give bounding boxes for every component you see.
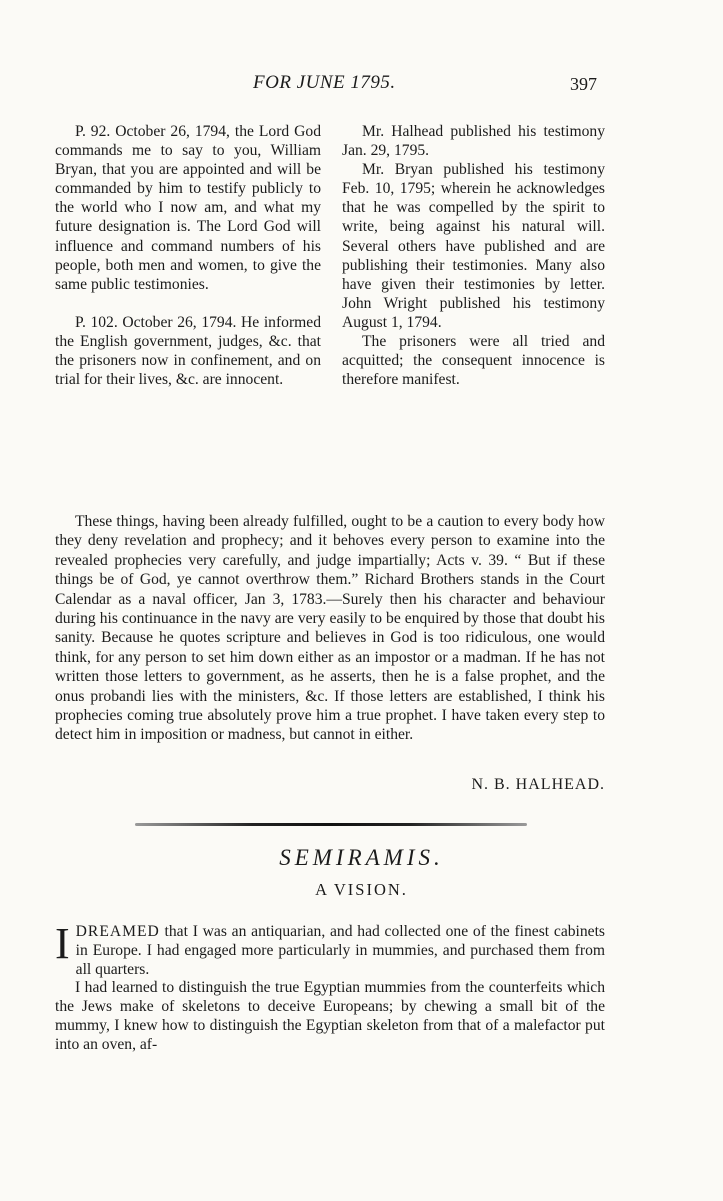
signature: N. B. HALHEAD.	[471, 776, 605, 793]
article-body	[55, 919, 605, 1055]
right-paragraph-1: Mr. Halhead published his testimony Jan. 29, 1795.	[342, 123, 605, 160]
right-paragraph-3: The prisoners were all tried and acquitted; the consequent innocence is therefore manifest.	[342, 333, 605, 389]
left-column	[55, 122, 321, 408]
left-paragraph-1: P. 92. October 26, 1794, the Lord God commands me to say to you, William Bryan, that you are appointed and will be commanded by him to testify publicly to the world who I now am, and what my future designation is. The Lord God will influence and command numbers of his people, both men and women, to give the same public testimonies.	[55, 123, 321, 293]
section-divider	[135, 823, 527, 826]
article-paragraph-1-text: that I was an antiquarian, and had collected one of the finest cabinets in Europe. I had engaged more particularly in mummies, and purchased them from all quarters.	[75, 923, 605, 978]
body-text	[55, 512, 605, 745]
body-paragraph: These things, having been already fulfilled, ought to be a caution to every body how they deny revelation and prophecy; and it behoves every person to examine into the revealed prophecies very carefully, and judge impartially; Acts v. 39. “ But if these things be of God, ye cannot overthrow them.” Richard Brothers stands in the Court Calendar as a naval officer, Jan 3, 1783.—Surely then his character and behaviour during his continuance in the navy are very easily to be enquired by those that doubt his sanity. Because he quotes scripture and believes in God is too ridiculous, one would think, for any person to set him down either as an impostor or a madman. If he has not written those letters to government, as he asserts, then he is a false prophet, and the onus probandi lies with the ministers, &c. If those letters are established, I think his prophecies coming true absolutely prove him a true prophet. I have taken every step to detect him in imposition or madness, but cannot in either.	[55, 513, 605, 744]
right-column	[342, 122, 605, 389]
page-header	[0, 72, 723, 102]
drop-cap: I	[55, 919, 70, 968]
article-title: SEMIRAMIS.	[279, 845, 444, 870]
left-paragraph-2: P. 102. October 26, 1794. He informed the English government, judges, &c. that the prisoners now in confinement, and on trial for their lives, &c. are innocent.	[55, 313, 321, 389]
article-subtitle: A VISION.	[315, 880, 408, 899]
lead-word: DREAMED	[75, 923, 160, 940]
article-paragraph-1	[55, 919, 605, 979]
running-head: FOR JUNE 1795.	[253, 72, 396, 93]
right-paragraph-2: Mr. Bryan published his testimony Feb. 10, 1795; wherein he acknowledges that he was compelled by the spirit to write, being against his natural will. Several others have published and are publishing their testimonies. Many also have given their testimonies by letter. John Wright published his testimony August 1, 1794.	[342, 161, 605, 331]
article-paragraph-2: I had learned to distinguish the true Egyptian mummies from the counterfeits which the Jews make of skeletons to deceive Europeans; by chewing a small bit of the mummy, I knew how to distinguish the Egyptian skeleton from that of a malefactor put into an oven, af-	[55, 979, 605, 1053]
page-number: 397	[570, 74, 597, 94]
